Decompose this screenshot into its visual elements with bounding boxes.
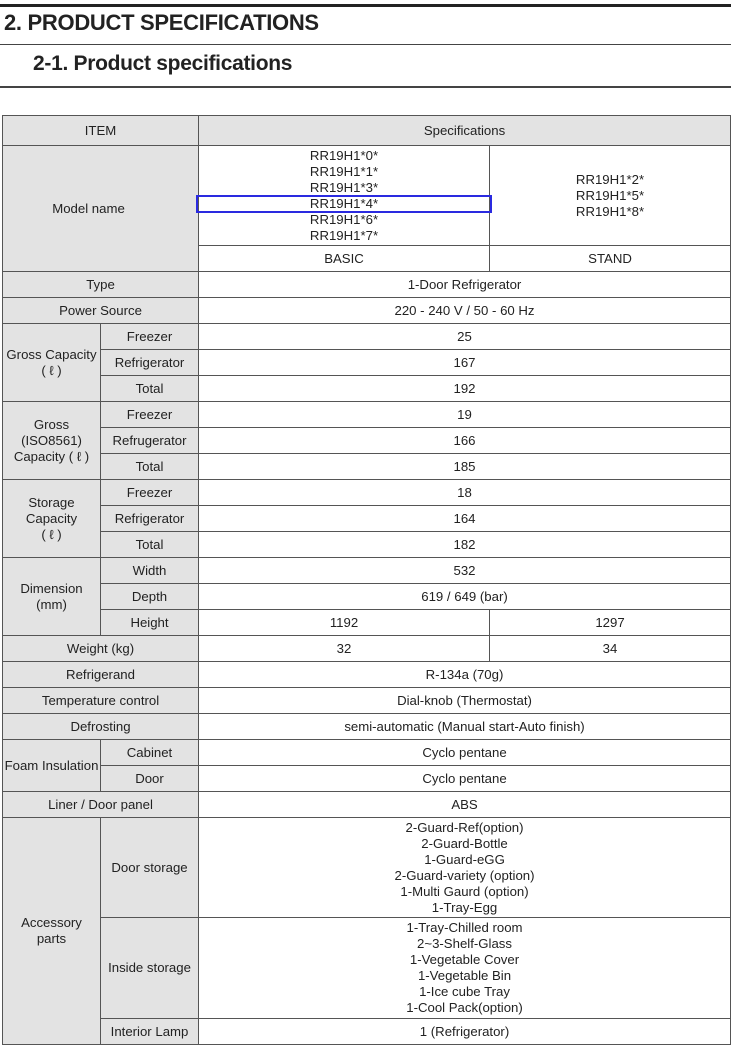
weight-stand-value: 34 [490,636,731,662]
depth-label: Depth [101,584,199,610]
cabinet-value: Cyclo pentane [199,740,731,766]
model-name-label: Model name [3,146,199,272]
model-code: RR19H1*0* [309,147,379,163]
row-value: 167 [199,350,731,376]
inside-storage-label: Inside storage [101,918,199,1019]
subsection-rule [0,86,731,88]
row-label: Freezer [101,324,199,350]
row-label: Total [101,532,199,558]
type-label: Type [3,272,199,298]
basic-model-list [199,146,490,246]
row-value: 19 [199,402,731,428]
inside-storage-list [199,918,731,1019]
list-item: 1-Vegetable Cover [409,952,520,967]
interior-lamp-label: Interior Lamp [101,1019,199,1045]
refrigerand-value: R-134a (70g) [199,662,731,688]
liner-value: ABS [199,792,731,818]
defrosting-row [3,714,731,740]
model-code: RR19H1*7* [309,227,379,243]
section-title: 2. PRODUCT SPECIFICATIONS [4,10,319,35]
top-rule [0,4,731,7]
row-label: Refrugerator [101,428,199,454]
inside-storage-row [3,918,731,1019]
model-code: RR19H1*5* [575,187,645,203]
width-value: 532 [199,558,731,584]
power-source-label: Power Source [3,298,199,324]
depth-value: 619 / 649 (bar) [199,584,731,610]
accessory-parts-label: Accessory parts [3,818,101,1045]
power-source-value: 220 - 240 V / 50 - 60 Hz [199,298,731,324]
height-basic-value: 1192 [199,610,490,636]
refrigerand-row [3,662,731,688]
list-item: 1-Cool Pack(option) [406,1000,523,1015]
dimension-depth-row [3,584,731,610]
gross-iso-row [3,428,731,454]
row-label: Freezer [101,480,199,506]
list-item: 1-Guard-eGG [424,851,505,867]
stand-model-list [490,146,731,246]
spec-table [2,115,731,1045]
gross-iso-row [3,454,731,480]
defrosting-label: Defrosting [3,714,199,740]
storage-capacity-row [3,532,731,558]
foam-door-row [3,766,731,792]
model-code: RR19H1*1* [309,163,379,179]
refrigerand-label: Refrigerand [3,662,199,688]
weight-label: Weight (kg) [3,636,199,662]
door-storage-list [199,818,731,918]
gross-capacity-label: Gross Capacity ( ℓ ) [3,324,101,402]
liner-row [3,792,731,818]
type-row [3,272,731,298]
gross-capacity-row [3,324,731,350]
list-item: 1-Vegetable Bin [417,968,512,983]
list-item: 1-Tray-Egg [431,899,498,915]
gross-capacity-row [3,350,731,376]
power-source-row [3,298,731,324]
temperature-control-value: Dial-knob (Thermostat) [199,688,731,714]
door-label: Door [101,766,199,792]
row-value: 164 [199,506,731,532]
weight-row [3,636,731,662]
width-label: Width [101,558,199,584]
item-header: ITEM [3,116,199,146]
interior-lamp-row [3,1019,731,1045]
type-value: 1-Door Refrigerator [199,272,731,298]
basic-label: BASIC [199,246,490,272]
defrosting-value: semi-automatic (Manual start-Auto finish) [199,714,731,740]
cabinet-label: Cabinet [101,740,199,766]
row-label: Freezer [101,402,199,428]
row-label: Refrigerator [101,506,199,532]
model-code: RR19H1*2* [575,171,645,187]
row-value: 25 [199,324,731,350]
row-label: Total [101,454,199,480]
subsection-title: 2-1. Product specifications [33,52,293,75]
model-name-row [3,146,731,246]
weight-basic-value: 32 [199,636,490,662]
row-value: 192 [199,376,731,402]
list-item: 2-Guard-Bottle [421,835,508,851]
table-header-row [3,116,731,146]
list-item: 2-Guard-variety (option) [394,867,535,883]
row-value: 182 [199,532,731,558]
height-stand-value: 1297 [490,610,731,636]
stand-label: STAND [490,246,731,272]
door-storage-label: Door storage [101,818,199,918]
row-value: 18 [199,480,731,506]
row-value: 185 [199,454,731,480]
door-value: Cyclo pentane [199,766,731,792]
liner-label: Liner / Door panel [3,792,199,818]
interior-lamp-value: 1 (Refrigerator) [199,1019,731,1045]
gross-iso-row [3,402,731,428]
model-code: RR19H1*8* [575,203,645,219]
temperature-control-row [3,688,731,714]
list-item: 1-Ice cube Tray [419,984,510,999]
section-rule [0,44,731,45]
dimension-height-row [3,610,731,636]
door-storage-row [3,818,731,918]
specifications-header: Specifications [199,116,731,146]
gross-iso-label: Gross (ISO8561) Capacity ( ℓ ) [3,402,101,480]
model-code-highlighted: RR19H1*4* [197,196,491,212]
height-label: Height [101,610,199,636]
foam-cabinet-row [3,740,731,766]
foam-insulation-label: Foam Insulation [3,740,101,792]
storage-capacity-row [3,506,731,532]
model-code: RR19H1*6* [309,211,379,227]
list-item: 1-Tray-Chilled room [406,920,523,935]
dimension-label: Dimension (mm) [3,558,101,636]
model-code: RR19H1*3* [309,179,379,195]
gross-capacity-row [3,376,731,402]
storage-capacity-label: Storage Capacity ( ℓ ) [3,480,101,558]
list-item: 2-Guard-Ref(option) [405,819,524,835]
storage-capacity-row [3,480,731,506]
list-item: 2~3-Shelf-Glass [417,936,512,951]
row-label: Refrigerator [101,350,199,376]
temperature-control-label: Temperature control [3,688,199,714]
row-value: 166 [199,428,731,454]
dimension-width-row [3,558,731,584]
row-label: Total [101,376,199,402]
list-item: 1-Multi Gaurd (option) [400,883,529,899]
